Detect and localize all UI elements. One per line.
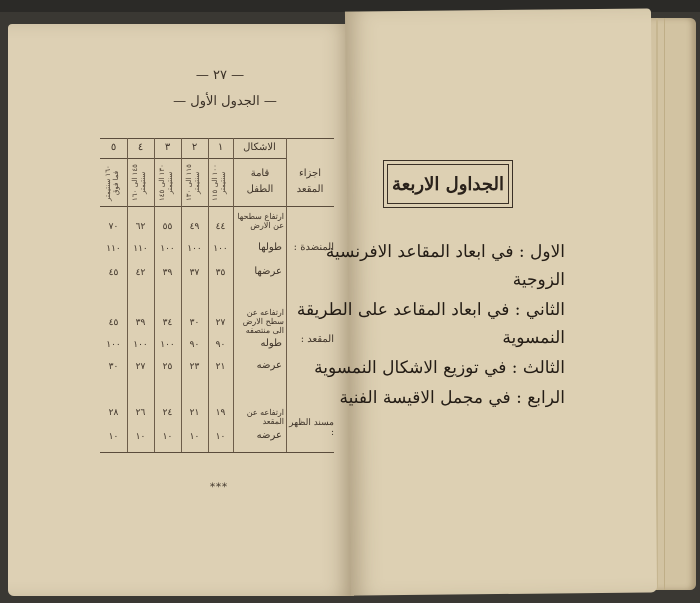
table-cell: ١٠ — [215, 432, 226, 442]
parts-header: اجزاء المقعد — [296, 168, 324, 195]
row-label: ارتفاعه عن المقعد — [246, 408, 284, 426]
table-cell: ٣٧ — [189, 268, 200, 278]
table-cell: ٩٠ — [215, 340, 226, 350]
title-inner-frame — [387, 164, 509, 204]
height-range: ١١٥ الى ١٣٠ سنتيمتر — [185, 164, 201, 202]
row-label: عرضها — [254, 266, 282, 277]
right-page-title-text: الجداول الاربعة — [392, 173, 504, 195]
table-cell: ٣٥ — [215, 268, 226, 278]
row-label: طوله — [260, 338, 282, 349]
table-cell: ٢٣ — [189, 362, 200, 372]
table-cell: ١٩ — [215, 408, 226, 418]
table-cell: ٤٢ — [135, 268, 146, 278]
height-range: ١٤٥ الى ١٦٠ سنتيمتر — [131, 164, 147, 202]
table-cell: ٢٧ — [215, 318, 226, 328]
table-cell: ٤٥ — [108, 268, 119, 278]
table-cell: ٩٠ — [189, 340, 200, 350]
table-cell: ١٠ — [189, 432, 200, 442]
list-line: النمسوية — [502, 328, 565, 348]
table-cell: ٤٩ — [189, 222, 200, 232]
table-cell: ٣٠ — [108, 362, 119, 372]
row-label: عرضه — [256, 360, 282, 371]
table-cell: ١٠٠ — [106, 340, 121, 350]
list-line: الاول : في ابعاد المقاعد الافرنسية — [325, 242, 565, 262]
table-cell: ٣٤ — [162, 318, 173, 328]
shape-number: ٣ — [164, 142, 171, 153]
section-ornament: *** — [210, 482, 228, 493]
row-label: عرضه — [256, 430, 282, 441]
table-cell: ١٠ — [162, 432, 173, 442]
table-cell: ٢٥ — [162, 362, 173, 372]
table-cell: ٢٦ — [135, 408, 146, 418]
list-line: الثاني : في ابعاد المقاعد على الطريقة — [296, 300, 565, 320]
shapes-header: الاشكال — [243, 142, 276, 153]
group-label-desk: المنضدة : — [293, 242, 334, 253]
table-cell: ٣٠ — [189, 318, 200, 328]
height-range: ١٣٠ الى ١٤٥ سنتيمتر — [158, 164, 174, 202]
table-cell: ٧٠ — [108, 222, 119, 232]
shape-number: ٥ — [110, 142, 117, 153]
row-label: ارتفاعه عن سطح الارض الى منتصفه — [242, 308, 284, 335]
dimensions-table — [100, 138, 336, 458]
table-cell: ٢١ — [215, 362, 226, 372]
table-cell: ١٠ — [108, 432, 119, 442]
table-cell: ٤٤ — [215, 222, 226, 232]
table-cell: ١٠٠ — [160, 244, 175, 254]
row-label: ارتفاع سطحها عن الارض — [237, 212, 284, 230]
shape-number: ٢ — [191, 142, 198, 153]
table-title: — الجدول الأول — — [173, 94, 277, 109]
table-cell: ٤٥ — [108, 318, 119, 328]
table-cell: ٢٨ — [108, 408, 119, 418]
table-cell: ١٠٠ — [213, 244, 228, 254]
table-cell: ١٠٠ — [133, 340, 148, 350]
table-cell: ٢٧ — [135, 362, 146, 372]
table-cell: ١١٠ — [106, 244, 121, 254]
list-line: الزوجية — [512, 270, 565, 290]
height-range: ١٠٠ الى ١١٥ سنتيمتر — [211, 164, 227, 202]
shape-number: ١ — [217, 142, 224, 153]
table-cell: ٢١ — [189, 408, 200, 418]
table-cell: ١٠٠ — [160, 340, 175, 350]
list-line: الرابع : في مجمل الاقيسة الفنية — [339, 388, 565, 408]
height-range: ١٦٠ سنتيمتر فما فوق — [104, 165, 120, 201]
table-cell: ٥٥ — [162, 222, 173, 232]
row-label: طولها — [258, 242, 282, 253]
table-cell: ١٠ — [135, 432, 146, 442]
group-label-backrest: مسند الظهر : — [289, 418, 334, 438]
table-cell: ١١٠ — [133, 244, 148, 254]
height-header: قامة الطفل — [246, 168, 274, 195]
table-cell: ٦٢ — [135, 222, 146, 232]
shape-number: ٤ — [137, 142, 144, 153]
table-cell: ٢٤ — [162, 408, 173, 418]
table-cell: ٣٩ — [135, 318, 146, 328]
table-cell: ١٠٠ — [187, 244, 202, 254]
table-cell: ٣٩ — [162, 268, 173, 278]
group-label-seat: المقعد : — [300, 334, 334, 345]
list-line: الثالث : في توزيع الاشكال النمسوية — [314, 358, 565, 378]
page-number: — ٢٧ — — [195, 68, 245, 83]
right-page-title — [383, 160, 513, 208]
